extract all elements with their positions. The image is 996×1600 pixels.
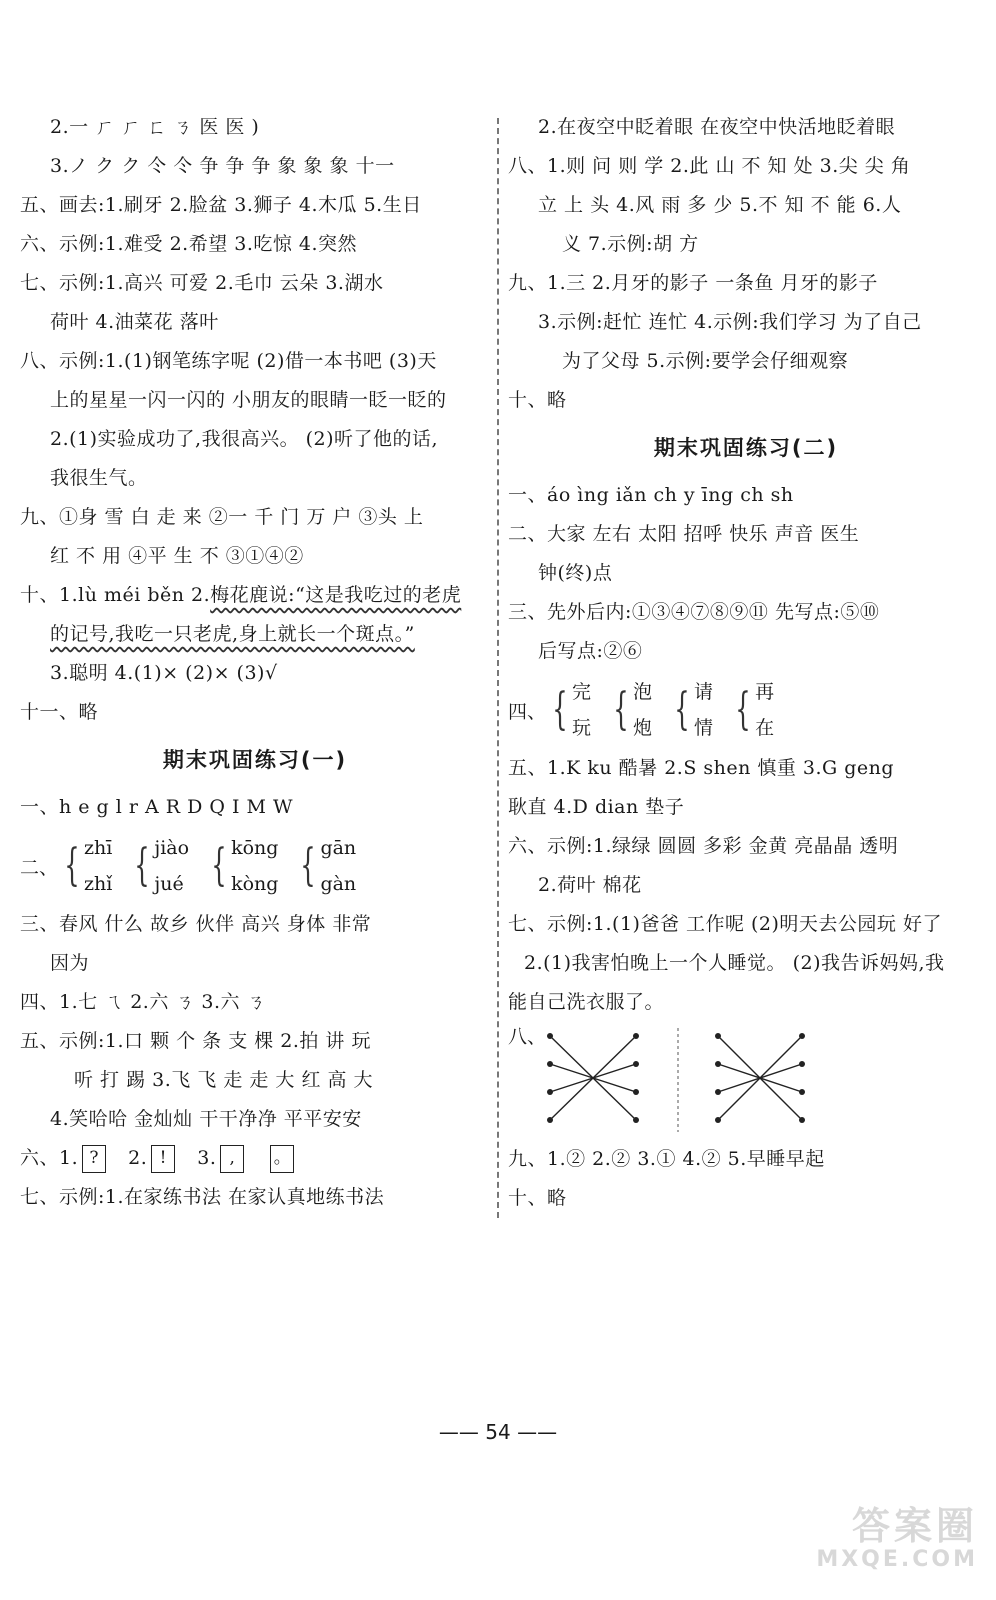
answer-line: 红 不 用 ④平 生 不 ③①④②	[50, 545, 304, 567]
brace-item: kōng	[231, 837, 279, 859]
matching-left	[547, 1033, 639, 1123]
watermark	[816, 1506, 978, 1572]
ex1-q5-line2: 听 打 踢 3.飞 飞 走 走 大 红 高 大	[74, 1069, 374, 1091]
brace-item: 泡	[633, 681, 653, 703]
punct-item-number: 2.	[128, 1147, 148, 1169]
ex2-q8	[508, 1022, 984, 1140]
punct-box: !	[151, 1145, 175, 1173]
ex1-q6-label: 六、	[20, 1147, 60, 1169]
answer-line: 3.ノ ク ク 仒 仒 争 争 争 象 象 象 十一	[50, 155, 395, 177]
answer-line: 六、示例:1.难受 2.希望 3.吃惊 4.突然	[20, 233, 358, 255]
brace-item: 玩	[572, 717, 592, 739]
answer-line: 九、1.三 2.月牙的影子 一条鱼 月牙的影子	[508, 272, 878, 294]
ex2-q3-line2: 后写点:②⑥	[538, 640, 643, 662]
q10-wavy-text-2: 的记号,我吃一只老虎,身上就长一个斑点。”	[50, 623, 415, 645]
brace-icon: {	[674, 684, 690, 735]
ex2-q1: 一、áo ìng iǎn ch y īng ch sh	[508, 484, 794, 506]
brace-pair	[294, 830, 356, 902]
answer-line: 义 7.示例:胡 方	[562, 233, 699, 255]
brace-stack	[154, 830, 189, 902]
ex2-q6-line2: 2.荷叶 棉花	[538, 874, 642, 896]
section-heading-2: 期末巩固练习(二)	[653, 436, 839, 460]
q11-line: 十一、略	[20, 701, 99, 723]
brace-item: gān	[320, 837, 357, 859]
ex2-q7-line1: 七、示例:1.(1)爸爸 工作呢 (2)明天去公园玩 好了	[508, 913, 942, 935]
brace-stack	[572, 674, 591, 746]
brace-pair	[668, 674, 713, 746]
answer-line: 八、1.则 问 则 学 2.此 山 不 知 处 3.尖 尖 角	[508, 155, 911, 177]
answer-line: 七、示例:1.高兴 可爱 2.毛巾 云朵 3.湖水	[20, 272, 384, 294]
ex2-q8-label: 八、	[508, 1026, 547, 1048]
watermark-line1: 答案圈	[851, 1504, 978, 1549]
brace-pair	[58, 830, 112, 902]
brace-icon: {	[300, 840, 317, 891]
ex2-q2-line2: 钟(终)点	[538, 562, 613, 584]
brace-stack	[320, 830, 356, 902]
q10-prefix: 十、1.lù méi běn 2.	[20, 584, 211, 606]
punct-box: 。	[270, 1145, 294, 1173]
brace-item: jué	[154, 873, 184, 895]
brace-item: gàn	[320, 873, 357, 895]
brace-icon: {	[552, 684, 568, 735]
brace-icon: {	[64, 840, 80, 891]
ex2-q4-label: 四、	[508, 700, 547, 723]
q10-line2	[20, 615, 490, 654]
answer-line: 五、画去:1.刷牙 2.脸盆 3.狮子 4.木瓜 5.生日	[20, 194, 422, 216]
ex2-q6-line1: 六、示例:1.绿绿 圆圆 多彩 金黄 亮晶晶 透明	[508, 835, 899, 857]
q10-line3: 3.聪明 4.(1)× (2)× (3)√	[50, 662, 278, 684]
ex2-q7-line2: 2.(1)我害怕晚上一个人睡觉。 (2)我告诉妈妈,我	[524, 952, 945, 974]
brace-stack	[755, 674, 774, 746]
brace-stack	[694, 674, 713, 746]
ex2-q5-line1: 五、1.K ku 酷暑 2.S shen 慎重 3.G geng	[508, 757, 895, 779]
brace-pair	[128, 830, 189, 902]
answer-line: 上的星星一闪一闪的 小朋友的眼睛一眨一眨的	[50, 389, 447, 411]
ex2-q4-pairs	[546, 674, 790, 746]
ex1-q2-label: 二、	[20, 856, 59, 879]
brace-icon: {	[735, 684, 751, 735]
brace-item: 情	[694, 717, 714, 739]
brace-stack	[633, 674, 652, 746]
ex2-q5-line2: 耿直 4.D dian 垫子	[508, 796, 685, 818]
brace-item: 炮	[633, 717, 653, 739]
ex1-q6-boxes	[59, 1147, 298, 1169]
answer-line: 九、①身 雪 白 走 来 ②一 千 门 万 户 ③头 上	[20, 506, 424, 528]
matching-right	[715, 1033, 805, 1123]
column-divider	[497, 118, 499, 1218]
brace-stack	[84, 830, 112, 902]
brace-pair	[607, 674, 652, 746]
right-column	[508, 108, 984, 1218]
brace-pair	[205, 830, 278, 902]
brace-icon: {	[613, 684, 629, 735]
matching-diagram	[536, 1028, 976, 1138]
brace-item: 完	[572, 681, 592, 703]
brace-item: jiào	[154, 837, 190, 859]
answer-line: 2.一 ㄏ ㄏ ㄈ ㄋ 医 医 )	[50, 116, 260, 138]
ex2-q9: 九、1.② 2.② 3.① 4.② 5.早睡早起	[508, 1148, 825, 1170]
ex1-q3-line2: 因为	[50, 952, 90, 974]
brace-stack	[231, 830, 278, 902]
answer-line: 十、略	[508, 389, 567, 411]
q10-line1	[20, 576, 490, 615]
ex1-q5-line3: 4.笑哈哈 金灿灿 干干净净 平平安安	[50, 1108, 362, 1130]
punct-box: ,	[220, 1145, 244, 1173]
answer-line: 为了父母 5.示例:要学会仔细观察	[562, 350, 849, 372]
punct-item-number: 3.	[197, 1147, 217, 1169]
brace-item: 请	[694, 681, 714, 703]
brace-icon: {	[211, 840, 227, 891]
left-column	[20, 108, 490, 1217]
ex1-q4: 四、1.七 ㄟ 2.六 ㄋ 3.六 ㄋ	[20, 991, 267, 1013]
punct-box: ?	[82, 1145, 106, 1173]
ex1-q1: 一、h e g l r A R D Q I M W	[20, 796, 294, 818]
answer-line: 荷叶 4.油菜花 落叶	[50, 311, 219, 333]
watermark-line2: MXQE.COM	[816, 1546, 978, 1572]
page-number: —— 54 ——	[438, 1420, 558, 1444]
punct-item-number: 1.	[59, 1147, 79, 1169]
ex1-q2-pairs	[58, 830, 372, 902]
ex1-q3-line1: 三、春风 什么 故乡 伙伴 高兴 身体 非常	[20, 913, 372, 935]
brace-item: kòng	[231, 873, 279, 895]
page-number-value: 54	[485, 1420, 511, 1444]
section-heading-1: 期末巩固练习(一)	[162, 748, 348, 772]
ex1-q5-line1: 五、示例:1.口 颗 个 条 支 棵 2.拍 讲 玩	[20, 1030, 371, 1052]
ex2-q4	[508, 671, 984, 749]
brace-pair	[729, 674, 774, 746]
brace-item: zhī	[84, 837, 113, 859]
ex1-q7: 七、示例:1.在家练书法 在家认真地练书法	[20, 1186, 385, 1208]
ex2-q7-line3: 能自己洗衣服了。	[508, 991, 665, 1013]
right-top-lines	[508, 108, 984, 420]
brace-item: zhǐ	[84, 873, 113, 895]
answer-line: 我很生气。	[50, 467, 148, 489]
answer-line: 立 上 头 4.风 雨 多 少 5.不 知 不 能 6.人	[538, 194, 902, 216]
ex1-q6	[20, 1139, 490, 1178]
left-top-lines	[20, 108, 490, 576]
q10-wavy-text-1: 梅花鹿说:“这是我吃过的老虎	[210, 584, 462, 606]
ex2-q3-line1: 三、先外后内:①③④⑦⑧⑨⑪ 先写点:⑤⑩	[508, 601, 880, 623]
answer-line: 八、示例:1.(1)钢笔练字呢 (2)借一本书吧 (3)天	[20, 350, 437, 372]
ex2-q2-line1: 二、大家 左右 太阳 招呼 快乐 声音 医生	[508, 523, 860, 545]
ex1-q2	[20, 827, 490, 905]
ex2-q10: 十、略	[508, 1187, 567, 1209]
brace-icon: {	[134, 840, 151, 891]
brace-item: 再	[755, 681, 775, 703]
brace-item: 在	[755, 717, 775, 739]
brace-pair	[546, 674, 591, 746]
answer-line: 2.在夜空中眨着眼 在夜空中快活地眨着眼	[538, 116, 896, 138]
answer-line: 2.(1)实验成功了,我很高兴。 (2)听了他的话,	[50, 428, 439, 450]
answer-line: 3.示例:赶忙 连忙 4.示例:我们学习 为了自己	[538, 311, 922, 333]
